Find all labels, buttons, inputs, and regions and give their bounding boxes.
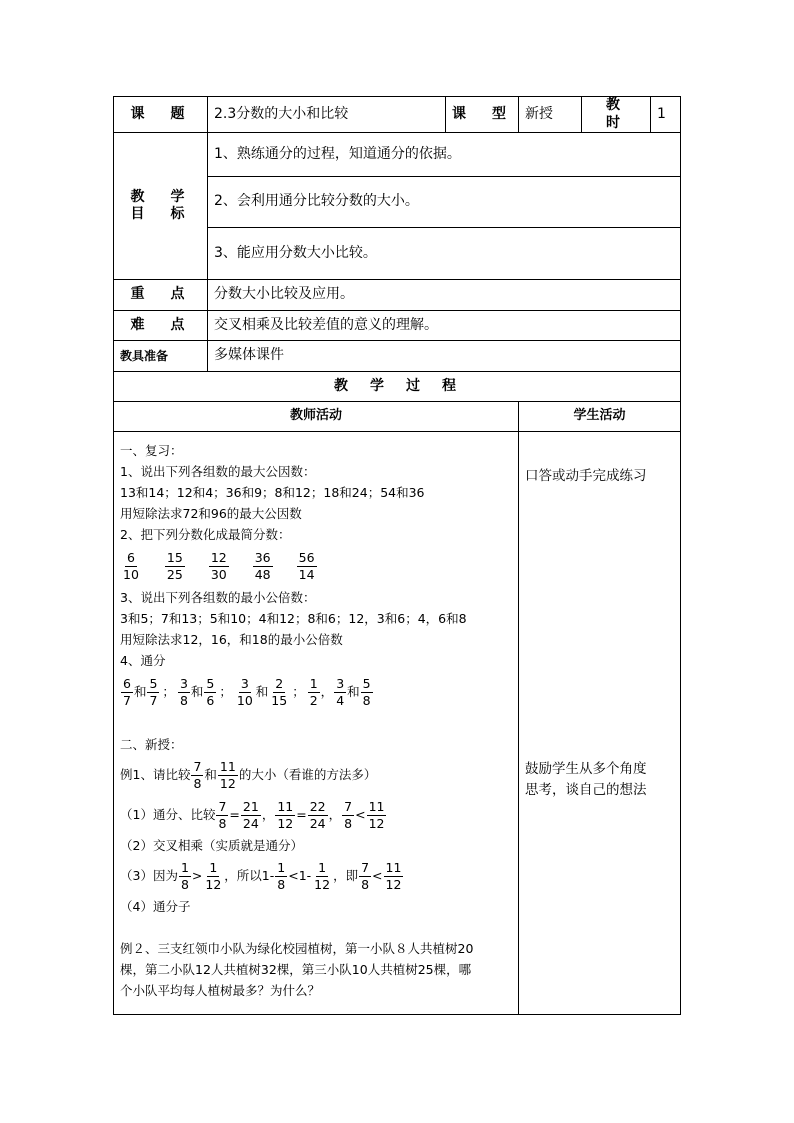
fraction: $\frac{36}{48}$ (254, 550, 271, 582)
review-q3-extra: 用短除法求12，16，和18的最小公倍数 (120, 632, 343, 647)
header-row (114, 97, 681, 133)
fraction: $\frac{15}{25}$ (166, 550, 183, 582)
objectives-label (114, 133, 208, 280)
materials-value: 多媒体课件 (208, 341, 681, 372)
method-3: （3）因为 $\frac{1}{8}$ > $\frac{1}{12}$ ，所以1- $\frac{1}{8}$ < 1- $\frac{1}{12}$ ，即 $\frac{7}{8}$ < $\frac{11}{12}$ (120, 860, 402, 892)
key-point-row (114, 280, 681, 311)
method-2: （2）交叉相乘（实质就是通分） (120, 838, 303, 853)
example-2-line2: 棵，第二小队12人共植树32棵，第三小队10人共植树25棵，哪 (120, 962, 472, 977)
review-q4: 4、通分 (120, 653, 166, 668)
objective-item-1: 1、熟练通分的过程，知道通分的依据。 (208, 133, 681, 177)
method-1: （1）通分、比较 $\frac{7}{8}$ = $\frac{21}{24}$ ， $\frac{11}{12}$ = $\frac{22}{24}$ ， $\frac{7}{8}$ < $\frac{11}{12}$ (120, 799, 385, 831)
student-activity-cell (519, 432, 681, 1015)
review-q1-items: 13和14；12和4；36和9；8和12；18和24；54和36 (120, 485, 425, 500)
fraction: $\frac{56}{14}$ (298, 550, 315, 582)
fraction: $\frac{12}{30}$ (210, 550, 227, 582)
review-q3-items: 3和5；7和13；5和10；4和12；8和6；12，3和6；4，6和8 (120, 611, 467, 626)
lesson-plan-table (113, 96, 681, 1015)
difficulty-row (114, 311, 681, 341)
objective-item-3: 3、能应用分数大小比较。 (208, 228, 681, 280)
key-point-label: 重 点 (114, 280, 208, 311)
review-q3: 3、说出下列各组数的最小公倍数： (120, 590, 316, 605)
teacher-activity-cell (114, 432, 519, 1015)
column-header-row (114, 402, 681, 432)
materials-label: 教具准备 (114, 341, 208, 372)
type-value: 新授 (519, 97, 582, 133)
teacher-column-header: 教师活动 (114, 402, 519, 432)
difficulty-value: 交叉相乘及比较差值的意义的理解。 (208, 311, 681, 341)
objectives-label-line2: 目 标 (130, 206, 191, 222)
example-2-line1: 例２、三支红领巾小队为绿化校园植树，第一小队８人共植树20 (120, 941, 474, 956)
student-note-2 (525, 759, 674, 801)
materials-row (114, 341, 681, 372)
review-q2-fractions (120, 545, 512, 587)
process-title: 教 学 过 程 (114, 372, 681, 402)
process-title-row (114, 372, 681, 402)
review-title: 一、复习： (120, 443, 183, 458)
process-body-row (114, 432, 681, 1015)
review-q2: 2、把下列分数化成最简分数： (120, 527, 291, 542)
student-note-2-line1: 鼓励学生从多个角度 (525, 761, 647, 777)
fraction: $\frac{6}{10}$ (123, 550, 139, 582)
example-1: 例1、请比较 $\frac{7}{8}$ 和 $\frac{11}{12}$ 的大小（看谁的方法多） (120, 759, 377, 791)
review-q1: 1、说出下列各组数的最大公因数： (120, 464, 316, 479)
key-point-value: 分数大小比较及应用。 (208, 280, 681, 311)
review-q4-fractions: $\frac{6}{7}$ 和 $\frac{5}{7}$ ； $\frac{3}{8}$ 和 $\frac{5}{6}$ ； $\frac{3}{10}$ 和 $\frac{2}{15}$ ； $\frac{1}{2}$ ， $\frac{3}{4}$ 和 $\frac{5}{8}$ (123, 676, 371, 708)
difficulty-label: 难 点 (114, 311, 208, 341)
topic-label: 课 题 (114, 97, 208, 133)
method-4: （4）通分子 (120, 899, 191, 914)
student-note-2-line2: 思考，谈自己的想法 (525, 782, 647, 798)
topic-value: 2.3分数的大小和比较 (208, 97, 446, 133)
objectives-label-line1: 教 学 (130, 188, 191, 205)
type-label: 课 型 (446, 97, 519, 133)
objective-row-1 (114, 133, 681, 177)
objective-item-2: 2、会利用通分比较分数的大小。 (208, 177, 681, 228)
example-2-line3: 个小队平均每人植树最多？为什么？ (120, 983, 321, 998)
new-lesson-title: 二、新授： (120, 737, 183, 752)
period-label: 教 时 (582, 97, 651, 133)
student-note-1: 口答或动手完成练习 (525, 468, 647, 484)
period-value: 1 (651, 97, 681, 133)
review-q1-extra: 用短除法求72和96的最大公因数 (120, 506, 302, 521)
student-column-header: 学生活动 (519, 402, 681, 432)
